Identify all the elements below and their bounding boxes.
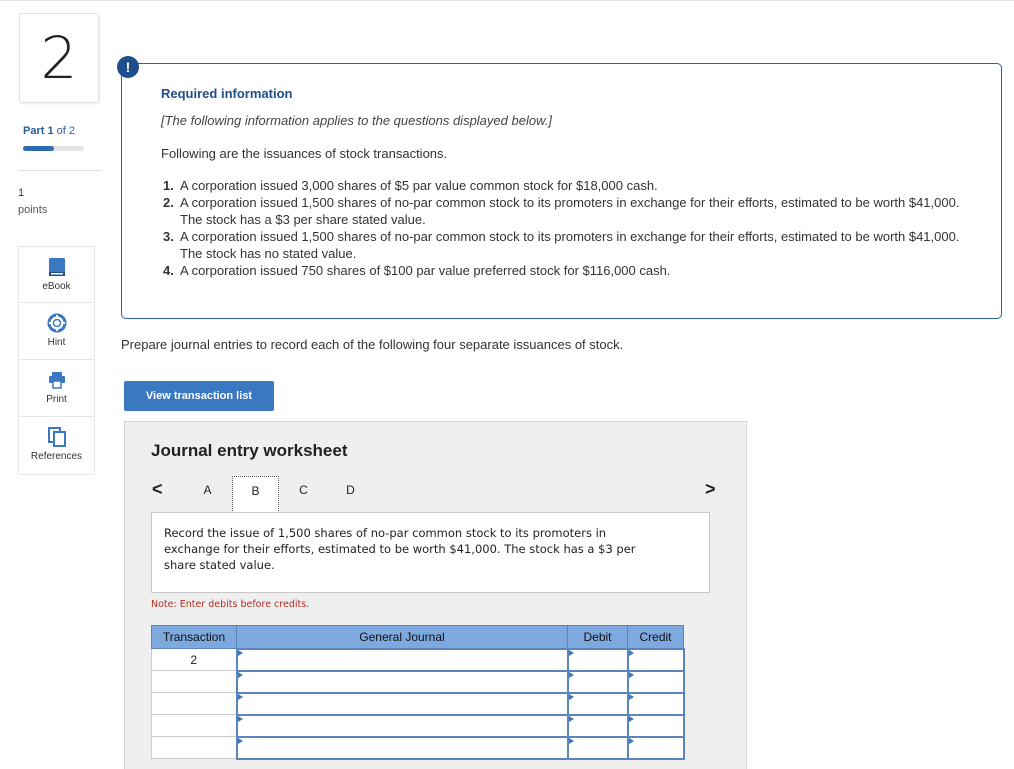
- print-button[interactable]: [18, 360, 95, 417]
- account-input[interactable]: [237, 715, 568, 737]
- item-text: A corporation issued 1,500 shares of no-par common stock to its promoters in exchange for their efforts, estimated to be worth $41,000. The stock has a $3 per share stated value.: [180, 195, 960, 227]
- list-item: [163, 228, 963, 262]
- instructions-text: Prepare journal entries to record each of the following four separate issuances of stock.: [121, 337, 624, 352]
- rail-divider: [18, 170, 102, 171]
- transaction-cell: [152, 715, 237, 737]
- worksheet-title: Journal entry worksheet: [151, 441, 348, 460]
- part-label: Part: [23, 125, 45, 137]
- required-info-title: Required information: [161, 86, 293, 101]
- item-number: 1.: [163, 178, 174, 193]
- account-input[interactable]: [237, 649, 568, 671]
- column-header-credit: Credit: [628, 626, 684, 649]
- column-header-debit: Debit: [568, 626, 628, 649]
- points-label: points: [18, 204, 48, 216]
- tab-c[interactable]: C: [299, 483, 308, 497]
- table-row: [152, 715, 684, 737]
- next-entry-button[interactable]: >: [705, 479, 716, 499]
- table-row: [152, 693, 684, 715]
- entry-description: Record the issue of 1,500 shares of no-par common stock to its promoters in exchange for their efforts, estimated to be worth $41,000. The stock has a $3 per share stated value.: [164, 526, 636, 572]
- item-text: A corporation issued 3,000 shares of $5 par value common stock for $18,000 cash.: [180, 178, 658, 193]
- credit-input[interactable]: [628, 737, 684, 759]
- ebook-label: eBook: [42, 281, 71, 292]
- entry-note: Note: Enter debits before credits.: [151, 599, 310, 610]
- credit-input[interactable]: [628, 649, 684, 671]
- required-info-intro: Following are the issuances of stock transactions.: [161, 146, 448, 161]
- hint-button[interactable]: [18, 303, 95, 360]
- transaction-cell: [152, 737, 237, 759]
- hint-label: Hint: [47, 337, 66, 348]
- table-row: [152, 737, 684, 759]
- references-label: References: [30, 451, 83, 462]
- debit-input[interactable]: [568, 693, 628, 715]
- item-text: A corporation issued 750 shares of $100 par value preferred stock for $116,000 cash.: [180, 263, 671, 278]
- ebook-button[interactable]: [18, 246, 95, 303]
- transaction-list: [163, 177, 963, 279]
- question-number: 2: [19, 13, 99, 103]
- top-divider: [0, 0, 1014, 1]
- references-button[interactable]: [18, 417, 95, 475]
- transaction-cell: [152, 693, 237, 715]
- credit-input[interactable]: [628, 671, 684, 693]
- prev-entry-button[interactable]: <: [152, 479, 163, 499]
- credit-input[interactable]: [628, 715, 684, 737]
- account-input[interactable]: [237, 693, 568, 715]
- part-current: 1: [47, 125, 54, 137]
- transaction-cell: 2: [152, 649, 237, 671]
- printer-icon: [48, 370, 66, 390]
- part-progress-fill: [23, 146, 54, 151]
- part-indicator: [23, 125, 75, 137]
- book-icon: [48, 257, 66, 277]
- list-item: [163, 177, 963, 194]
- required-info-subtitle: [The following information applies to the questions displayed below.]: [161, 113, 552, 128]
- list-item: [163, 262, 963, 279]
- table-row: [152, 671, 684, 693]
- part-progress-bar: [23, 146, 84, 151]
- tab-b[interactable]: B: [232, 476, 279, 513]
- debit-input[interactable]: [568, 671, 628, 693]
- table-row: [152, 649, 684, 671]
- debit-input[interactable]: [568, 649, 628, 671]
- item-text: A corporation issued 1,500 shares of no-par common stock to its promoters in exchange for their efforts, estimated to be worth $41,000. The stock has no stated value.: [180, 229, 960, 261]
- tab-a[interactable]: A: [203, 483, 212, 497]
- lifebuoy-icon: [47, 313, 67, 333]
- part-of: of 2: [56, 125, 76, 137]
- item-number: 4.: [163, 263, 174, 278]
- item-number: 2.: [163, 195, 174, 210]
- debit-input[interactable]: [568, 715, 628, 737]
- transaction-cell: [152, 671, 237, 693]
- print-label: Print: [46, 394, 67, 405]
- alert-icon: !: [117, 56, 139, 78]
- account-input[interactable]: [237, 671, 568, 693]
- column-header-transaction: Transaction: [152, 626, 237, 649]
- account-input[interactable]: [237, 737, 568, 759]
- view-transaction-list-button[interactable]: View transaction list: [124, 381, 274, 411]
- item-number: 3.: [163, 229, 174, 244]
- list-item: [163, 194, 963, 228]
- references-icon: [48, 427, 66, 447]
- credit-input[interactable]: [628, 693, 684, 715]
- column-header-general-journal: General Journal: [237, 626, 568, 649]
- tab-d[interactable]: D: [346, 483, 355, 497]
- journal-table: [151, 625, 685, 760]
- debit-input[interactable]: [568, 737, 628, 759]
- points-value: 1: [18, 187, 25, 199]
